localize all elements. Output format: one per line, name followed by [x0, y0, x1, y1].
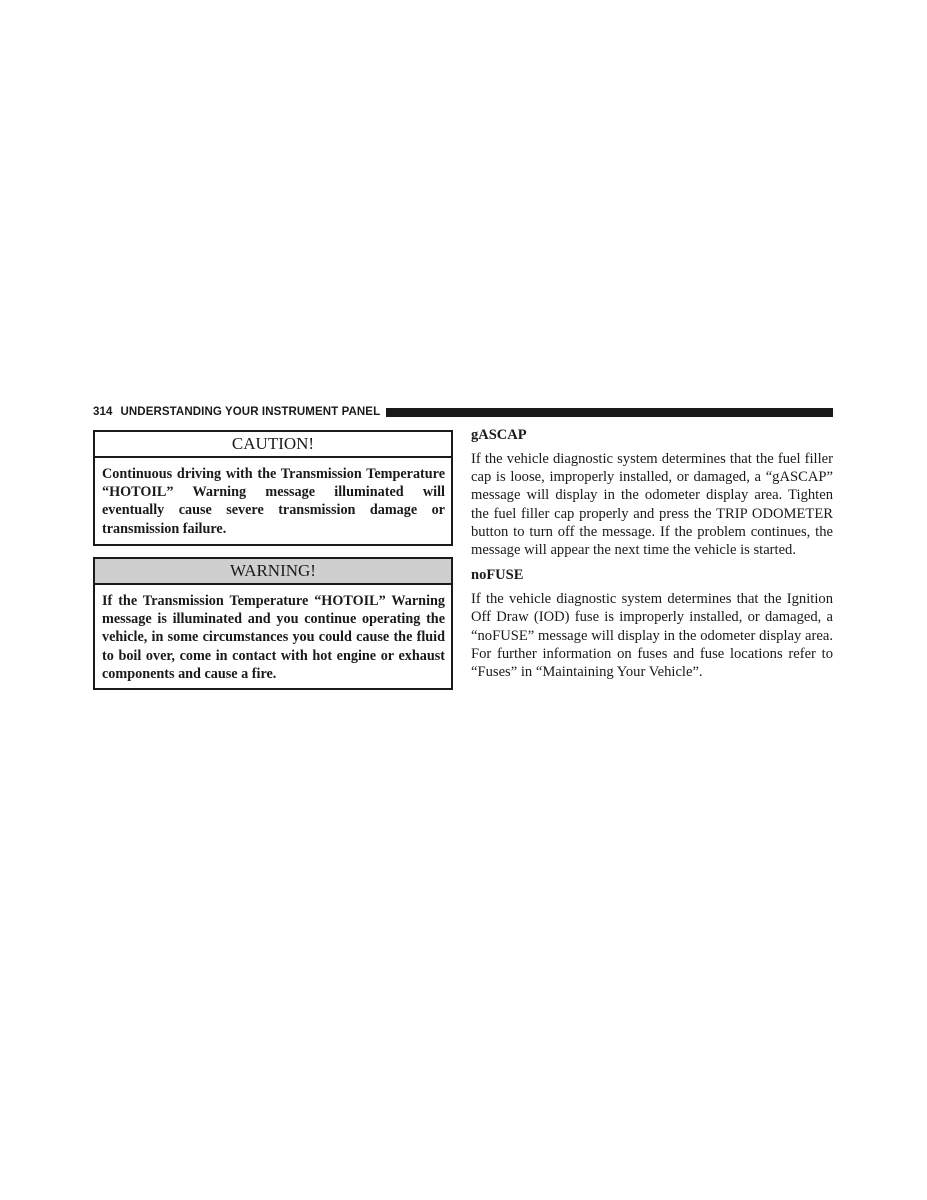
right-column [471, 425, 833, 687]
caution-box [93, 430, 453, 546]
gascap-heading: gASCAP [471, 427, 527, 443]
page-header [93, 405, 833, 419]
nofuse-paragraph: If the vehicle diagnostic system determines that the Ignition Off Draw (IOD) fuse is improperly installed, or damaged, a “noFUSE” message will display in the odometer display area. For further information on fuses and fuse locations refer to “Fuses” in “Maintaining Your Vehicle”. [471, 591, 833, 681]
gascap-paragraph: If the vehicle diagnostic system determines that the fuel filler cap is loose, improperly installed, or damaged, a “gASCAP” message will display in the odometer display area. Tighten the fuel filler cap properly and press the TRIP ODOMETER button to turn off the message. If the problem continues, the message will appear the next time the vehicle is started. [471, 451, 833, 559]
section-title: UNDERSTANDING YOUR INSTRUMENT PANEL [120, 406, 381, 418]
header-rule [386, 408, 833, 417]
caution-body: Continuous driving with the Transmission Temperature “HOTOIL” Warning message illuminated will eventually cause severe transmission damage or transmission failure. [102, 466, 445, 537]
warning-body: If the Transmission Temperature “HOTOIL” Warning message is illuminated and you continue operating the vehicle, in some circumstances you could cause the fluid to boil over, come in contact with hot engine or exhaust components and cause a fire. [102, 593, 445, 682]
nofuse-heading: noFUSE [471, 567, 524, 584]
warning-title: WARNING! [95, 559, 451, 585]
warning-box [93, 557, 453, 690]
caution-title: CAUTION! [95, 432, 451, 458]
page-number: 314 [93, 406, 113, 418]
header-text [93, 405, 380, 419]
